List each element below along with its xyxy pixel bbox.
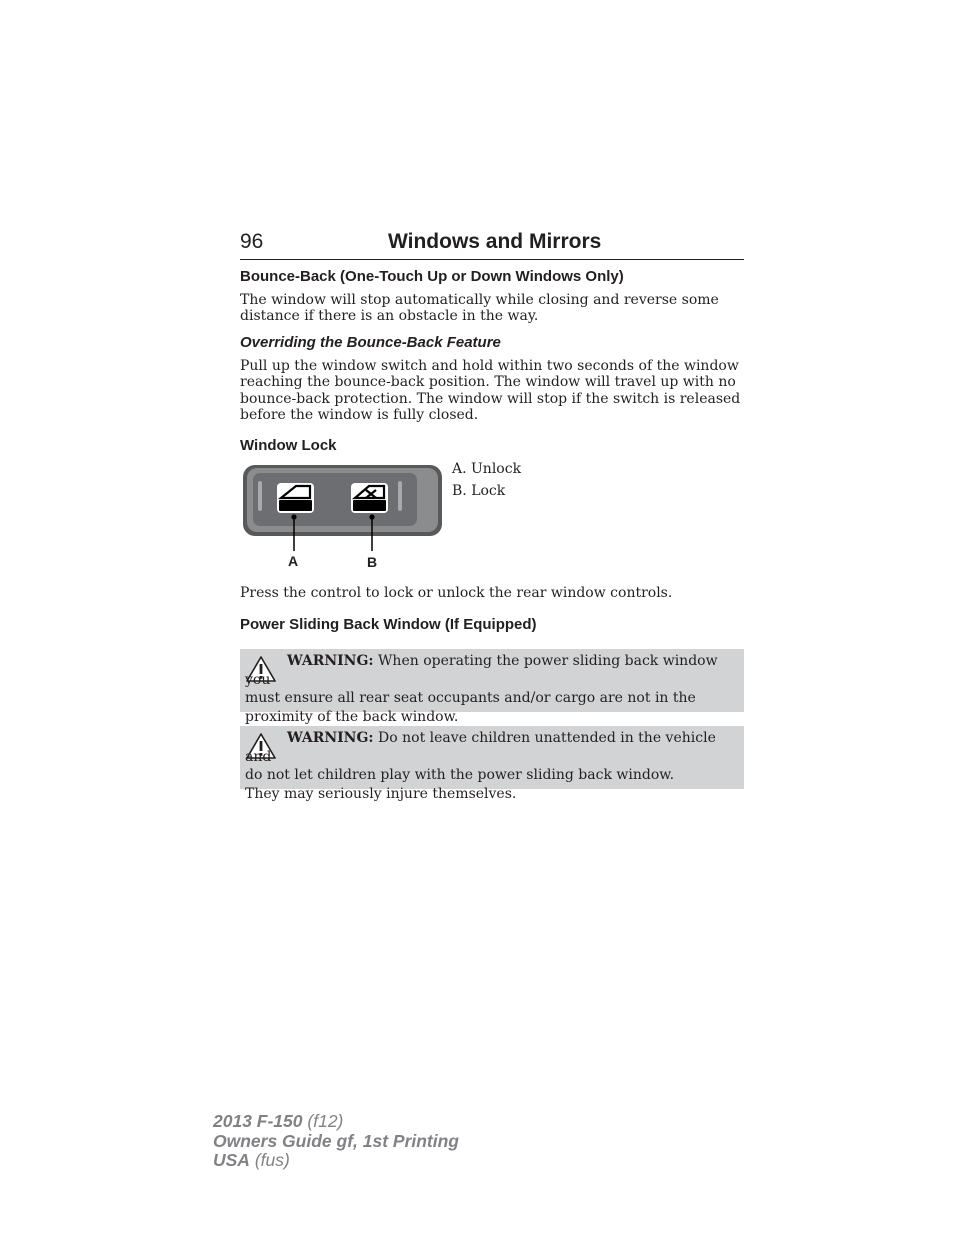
footer-region: USA [213,1150,250,1170]
page-header [240,229,744,260]
switch-left-ridge [258,481,262,511]
window-lock-icon [351,483,388,513]
warning-body: When operating the power sliding back window you must ensure all rear seat occupants and/or cargo are not in the proximity of the back window. [245,653,718,725]
window-unlock-icon [277,483,314,513]
switch-right-ridge [398,481,402,511]
footer-region-code: (fus) [254,1150,290,1170]
footer-model-code: (f12) [307,1111,344,1131]
page-number: 96 [240,230,264,253]
callout-dot-b [369,514,374,519]
heading-override: Overriding the Bounce-Back Feature [240,334,501,351]
warning-label: WARNING: [287,730,374,746]
warning-text-1 [245,652,737,726]
footer-model: 2013 F-150 [213,1111,303,1131]
warning-body: Do not leave children unattended in the vehicle and do not let children play with the power sliding back window. They may seriously injure themselves. [245,730,716,802]
heading-sliding-window: Power Sliding Back Window (If Equipped) [240,616,537,633]
warning-text-2 [245,729,737,803]
warning-box-2 [240,726,744,802]
paragraph-override: Pull up the window switch and hold within two seconds of the window reaching the bounce-back position. The window will travel up with no bounce-back protection. The window will stop if the switch is released before the window is fully closed. [240,358,741,423]
warning-box-1 [240,649,744,725]
warning-label: WARNING: [287,653,374,669]
legend-lock: B. Lock [452,483,506,499]
callout-label-b: B [367,554,378,570]
paragraph-window-lock: Press the control to lock or unlock the rear window controls. [240,585,673,601]
window-lock-switch-illustration [241,462,447,574]
page-title: Windows and Mirrors [388,230,602,253]
heading-window-lock: Window Lock [240,437,337,454]
window-lock-figure [241,462,447,574]
footer-guide: Owners Guide gf, 1st Printing [213,1130,459,1151]
page-footer [213,1112,459,1171]
heading-bounce-back: Bounce-Back (One-Touch Up or Down Windows Only) [240,268,624,285]
legend-unlock: A. Unlock [452,461,522,477]
callout-dot-a [291,514,296,519]
paragraph-bounce-back: The window will stop automatically while closing and reverse some distance if there is an obstacle in the way. [240,292,719,325]
callout-label-a: A [288,553,299,569]
